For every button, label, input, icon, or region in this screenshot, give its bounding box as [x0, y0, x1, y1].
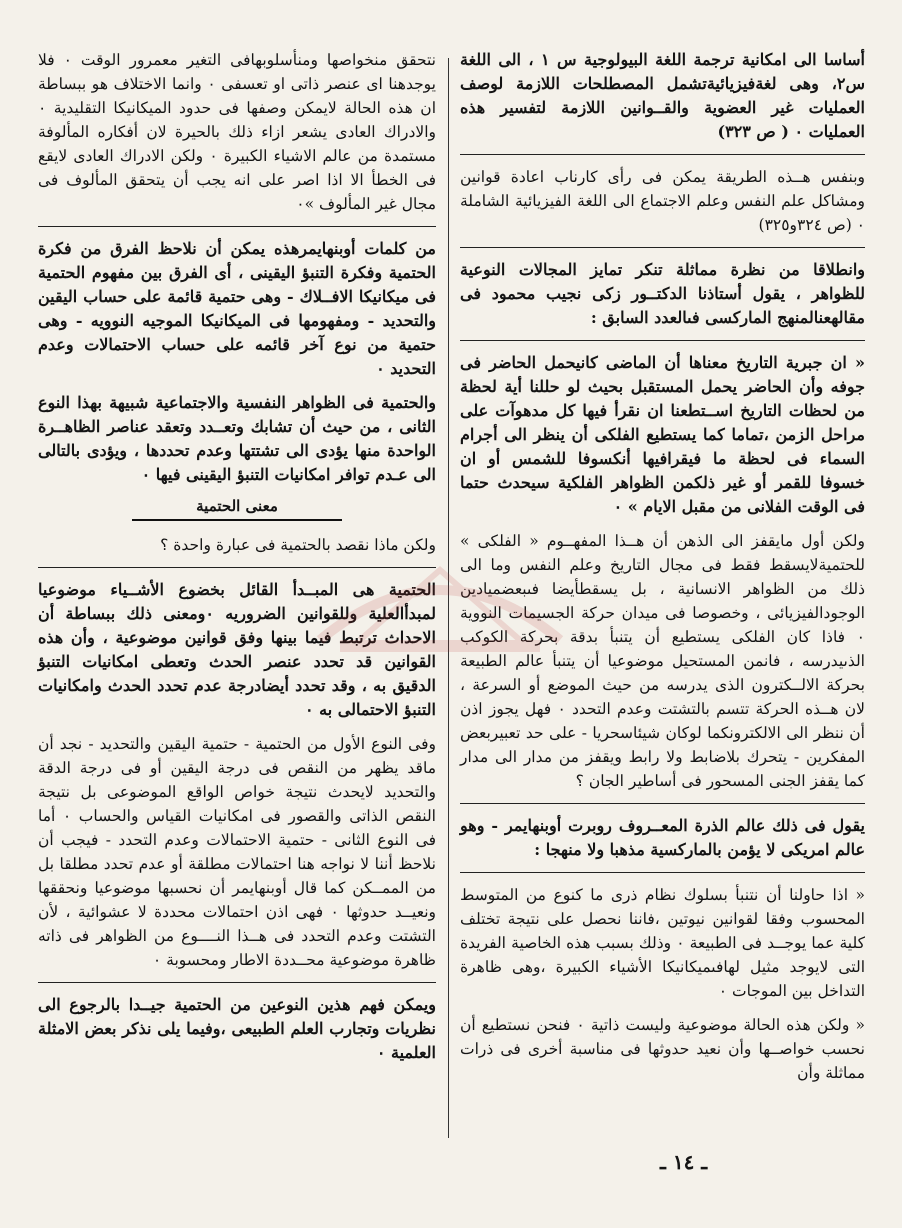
paragraph: ولكن أول مايقفز الى الذهن أن هــذا المفهــوم « الفلكى » للحتميةلايسقط فقط فى مجال التاريخ وعلم النفس وما الى ذلك من الظواهر الانسانية ، بل يسقطأيضا فىبعضميادين الوجودالفيزيائى ، وخصوصا فى ميدان حركة الجسيمات النووية ٠ فاذا كان الفلكى يستطيع أن يتنبأ بدقة بحركة الكوكب الذىيدرسه ، فانمن المستحيل موضوعيا أن يتنبأ عالم الطبيعة بحركة الالــكترون الذى يدرسه من حيث الموضع أو السرعة ، لان هــذه الحركة تتسم بالتشتت وعدم التحدد ٠ فهل يجوز اذن أن ننظر الى الالكترونكما لوكان شيئاسحريا - على حد تعبيربعض المفكرين - يتحرك بلاضابط ولا رابط ويقفز من مدار الى مدار كما يقفز الجنى المسحور فى أساطير الجان ؟ — [460, 532, 865, 790]
paragraph: وفى النوع الأول من الحتمية - حتمية اليقين والتحديد - نجد أن ماقد يظهر من النقص فى درجة اليقين أو فى درجة الدقة والتحديد لايحدث نتيجة خواص الواقع الموضوعى بل نتيجة النقص الذاتى والقصور فى امكانيات القياس والحساب ٠ أما فى النوع الثانى - حتمية الاحتمالات وعدم التحدد - فيجب أن نلاحظ أننا لا نواجه هنا احتمالات مطلقة أو عدم تحدد مطلقا بل من الممــكن كما قال أوبنهايمر أن نحسبها موضوعيا ونحققها ونعيــد حدوثها ٠ فهى اذن احتمالات محددة لا عشوائية ، لأن التشتت وعدم التحدد فى هــذا النــــوع من الظواهر فى ذاته ظاهرة موضوعية محــددة الاطار ومحسوبة ٠ — [38, 735, 436, 969]
section-rule — [38, 226, 436, 227]
section-heading: معنى الحتمية — [196, 497, 278, 515]
paragraph: والحتمية فى الظواهر النفسية والاجتماعية شبيهة بهذا النوع الثانى ، من حيث أن تشابك وتعــدد وتعقد عناصر الظاهــرة الواحدة منها يؤدى الى تشتتها وعدم تحددها ، ويؤدى بالتالى الى عـدم توافر امكانيات التنبؤ اليقينى فيها ٠ — [38, 393, 436, 484]
paragraph: وبنفس هــذه الطريقة يمكن فى رأى كارناب اعادة قوانين ومشاكل علم النفس وعلم الاجتماع الى اللغة الفيزيائية الشاملة ٠ (ص ٣٢٤و٣٢٥) — [460, 168, 865, 234]
section-rule — [460, 247, 865, 248]
paragraph: من كلمات أوبنهايمرهذه يمكن أن نلاحظ الفرق من فكرة الحتمية وفكرة التنبؤ اليقينى ، أى الفرق بين مفهوم الحتمية فى ميكانيكا الافــلاك - وهى حتمية قائمة على حساب اليقين والتحديد - ومفهومها فى الميكانيكا الموجيه النوويه - وهى حتمية من نوع آخر قائمه على حساب الاحتمالات وعدم التحديد ٠ — [38, 239, 436, 378]
quote-paragraph: « اذا حاولنا أن نتنبأ بسلوك نظام ذرى ما كنوع من المتوسط المحسوب وفقا لقوانين نيوتين ،فاننا نحصل على نتيجة تختلف كلية عما يوجــد فى الطبيعة ٠ وذلك بسبب هذه الخاصية الفريدة التى لايوجد مثيل لهافىميكانيكا الأشياء الكبيرة ،وهى ظاهرة التداخل بين الموجات ٠ — [460, 886, 865, 1000]
paragraph: ويمكن فهم هذين النوعين من الحتمية جيــدا بالرجوع الى نظريات وتجارب العلم الطبيعى ،وفيما يلى نذكر بعض الامثلة العلمية ٠ — [38, 995, 436, 1062]
page-number: ـ ١٤ ـ — [660, 1150, 708, 1174]
section-rule — [460, 872, 865, 873]
section-rule — [38, 982, 436, 983]
section-rule — [460, 154, 865, 155]
section-rule — [38, 567, 436, 568]
heading-underline — [132, 519, 342, 521]
column-divider — [448, 58, 449, 1138]
section-rule — [460, 340, 865, 341]
paragraph: أساسا الى امكانية ترجمة اللغة البيولوجية س ١ ، الى اللغة س٢، وهى لغةفيزيائيةتشمل المصطلحات اللازمة لوصف العمليات غير العضوية والقــوانين اللازمة لتفسير هذه العمليات ٠ ( ص ٣٢٣) — [460, 50, 865, 141]
paragraph: يقول فى ذلك عالم الذرة المعــروف روبرت أوبنهايمر - وهو عالم امريكى لا يؤمن بالماركسية مذهبا ولا منهجا : — [460, 816, 865, 859]
quote-paragraph: « ولكن هذه الحالة موضوعية وليست ذاتية ٠ فنحن نستطيع أن نحسب خواصــها وأن نعيد حدوثها فى مناسبة أخرى فى ذرات مماثلة وأن — [460, 1016, 865, 1082]
paragraph: وانطلاقا من نظرة مماثلة تنكر تمايز المجالات النوعية للظواهر ، يقول أستاذنا الدكتــور زكى نجيب محمود فى مقالهعنالمنهج الماركسى فىالعدد السابق : — [460, 260, 865, 327]
section-rule — [460, 803, 865, 804]
quote-paragraph: « ان جبرية التاريخ معناها أن الماضى كانيحمل الحاضر فى جوفه وأن الحاضر يحمل المستقبل بحيث لو حللنا أية لحظة من لحظات التاريخ اســتطعنا ان نقرأ فيها كل مدهوآت على مراحل الزمن ،تماما كما يستطيع الفلكى أن ينظر الى أجرام السماء فى لحظة ما فيقرافيها أنكسوفا للشمس أو ان خسوفا للقمر أو غير ذلكمن الظواهر الفلكية سيحدث حتما فى الوقت الفلانى من مقبل الايام » ٠ — [460, 353, 865, 516]
paragraph: ولكن ماذا نقصد بالحتمية فى عبارة واحدة ؟ — [160, 536, 436, 554]
right-column — [460, 48, 865, 1095]
quote-paragraph: نتحقق منخواصها ومنأسلوبهافى التغير معمرور الوقت ٠ فلا يوجدهنا اى عنصر ذاتى او تعسفى ٠ وانما الاختلاف هو ببساطة ان هذه الحالة لايمكن وصفها فى حدود الميكانيكا التقليدية ٠ والادراك العادى يشعر ازاء ذلك بالحيرة لان أفكاره المألوفة مستمدة من عالم الاشياء الكبيرة ٠ ولكن الادراك العادى لايقع فى الخطأ الا اذا اصر على انه يجب أن يتحقق المألوف فى مجال غير المألوف »٠ — [38, 51, 436, 213]
paragraph: الحتمية هى المبــدأ القائل بخضوع الأشــياء موضوعيا لمبدأالعلية وللقوانين الضروريه ٠ومعنى ذلك ببساطة أن الاحداث ترتبط فيما بينها وفق قوانين موضوعية ، وأن هذه القوانين قد تحدد عنصر الحدث وتعطى امكانيات التنبؤ الدقيق به ، وقد تحدد أيضادرجة عدم تحدد الحدث وامكانيات التنبؤ الاحتمالى به ٠ — [38, 580, 437, 719]
left-column — [38, 48, 436, 1075]
